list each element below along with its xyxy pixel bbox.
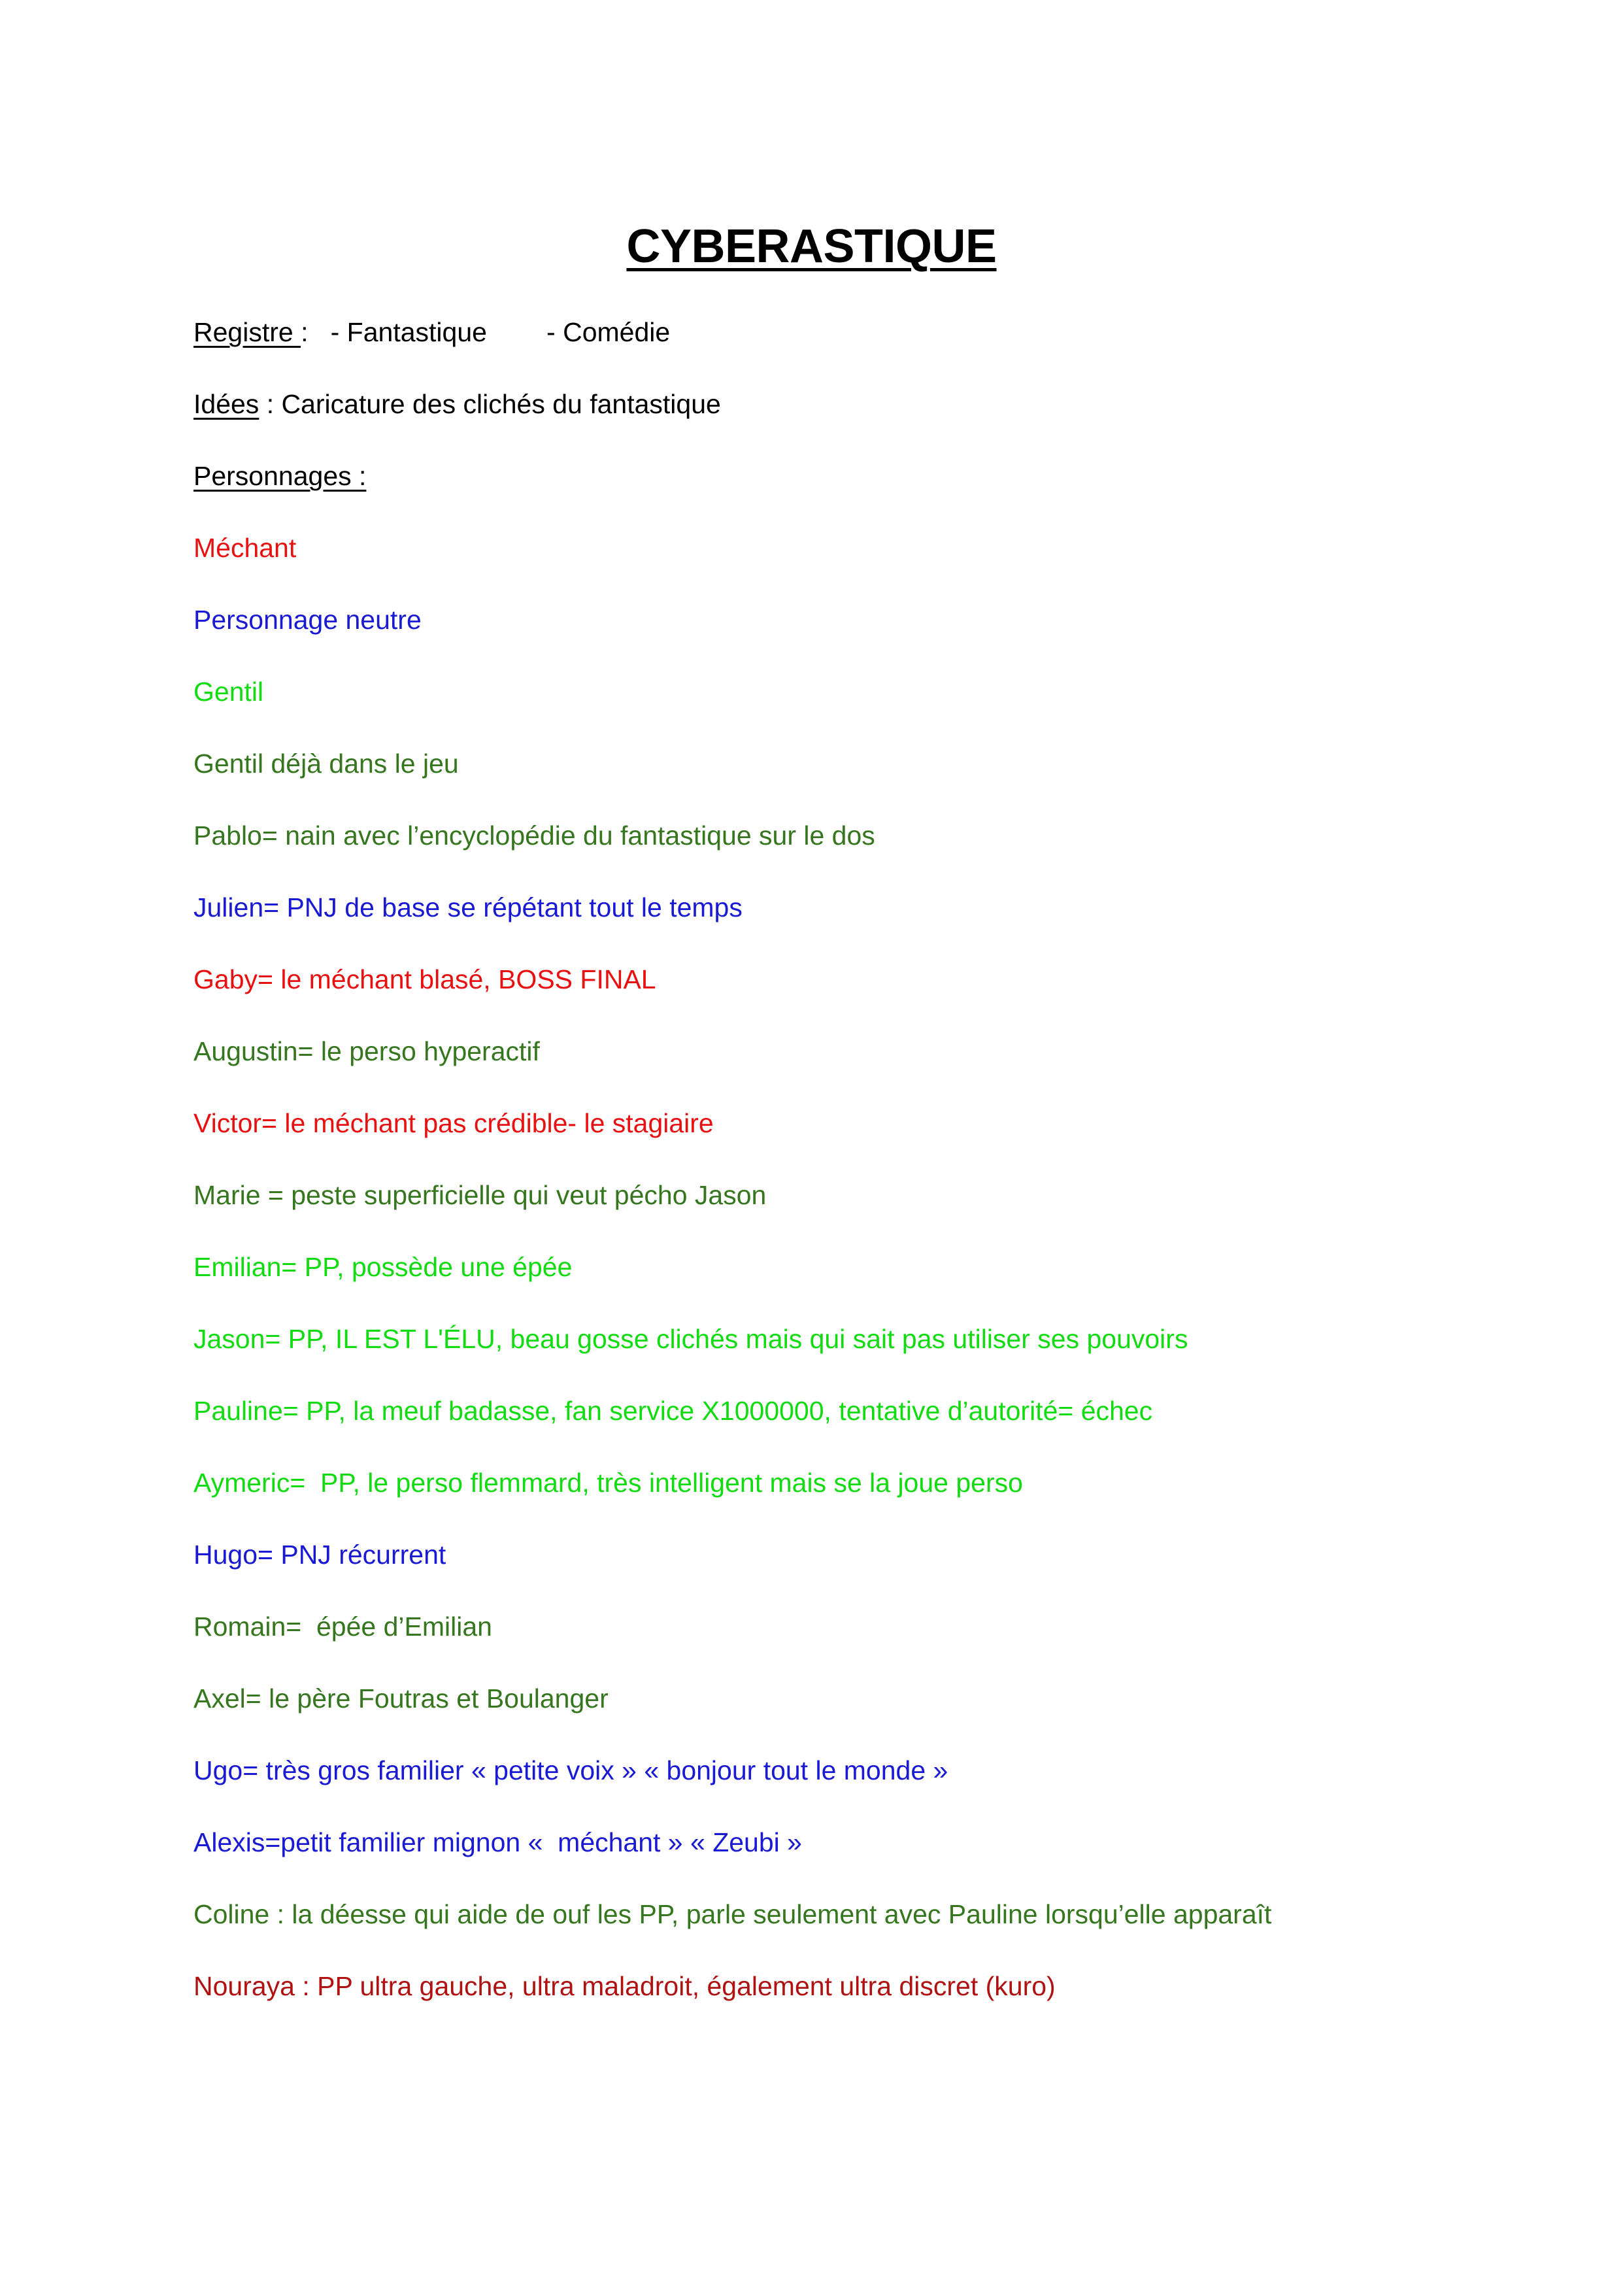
character-text: Romain= épée d’Emilian bbox=[193, 1612, 492, 1642]
legend-label: Personnage neutre bbox=[193, 605, 422, 635]
idees-value: : Caricature des clichés du fantastique bbox=[259, 389, 721, 419]
character-line-gaby bbox=[193, 961, 1501, 1033]
registre-value: : - Fantastique - Comédie bbox=[301, 317, 671, 347]
character-text: Emilian= PP, possède une épée bbox=[193, 1252, 573, 1282]
character-text: Aymeric= PP, le perso flemmard, très intelligent mais se la joue perso bbox=[193, 1468, 1023, 1498]
character-text: Nouraya : PP ultra gauche, ultra maladroit, également ultra discret (kuro) bbox=[193, 1971, 1056, 2001]
line-personnages bbox=[193, 458, 1501, 530]
line-idees bbox=[193, 386, 1501, 458]
legend-label: Gentil bbox=[193, 677, 264, 707]
character-text: Marie = peste superficielle qui veut pécho Jason bbox=[193, 1180, 767, 1210]
character-line-emilian bbox=[193, 1249, 1501, 1321]
character-text: Victor= le méchant pas crédible- le stagiaire bbox=[193, 1108, 714, 1138]
character-text: Hugo= PNJ récurrent bbox=[193, 1540, 446, 1570]
line-registre bbox=[193, 314, 1501, 386]
legend-item-personnage-neutre bbox=[193, 601, 1501, 673]
character-text: Pablo= nain avec l’encyclopédie du fantastique sur le dos bbox=[193, 820, 875, 851]
character-line-aymeric bbox=[193, 1464, 1501, 1536]
character-line-marie bbox=[193, 1177, 1501, 1249]
character-line-axel bbox=[193, 1680, 1501, 1752]
character-line-victor bbox=[193, 1105, 1501, 1177]
character-line-ugo bbox=[193, 1752, 1501, 1824]
personnages-label: Personnages : bbox=[193, 461, 367, 491]
character-line-alexis bbox=[193, 1824, 1501, 1896]
legend-item-mechant bbox=[193, 530, 1501, 601]
character-text: Ugo= très gros familier « petite voix » « bonjour tout le monde » bbox=[193, 1755, 948, 1785]
character-text: Axel= le père Foutras et Boulanger bbox=[193, 1683, 609, 1714]
legend-item-gentil-deja-dans-le-jeu bbox=[193, 745, 1501, 817]
character-text: Pauline= PP, la meuf badasse, fan service X1000000, tentative d’autorité= échec bbox=[193, 1396, 1153, 1426]
page-title bbox=[0, 221, 1623, 273]
character-line-jason bbox=[193, 1321, 1501, 1393]
character-line-augustin bbox=[193, 1033, 1501, 1105]
character-line-romain bbox=[193, 1608, 1501, 1680]
character-line-coline bbox=[193, 1896, 1501, 1968]
character-line-hugo bbox=[193, 1536, 1501, 1608]
legend-label: Méchant bbox=[193, 533, 297, 563]
legend-label: Gentil déjà dans le jeu bbox=[193, 749, 459, 779]
document-body bbox=[193, 314, 1501, 2040]
character-line-julien bbox=[193, 889, 1501, 961]
idees-label: Idées bbox=[193, 389, 259, 419]
character-line-pablo bbox=[193, 817, 1501, 889]
character-line-nouraya bbox=[193, 1968, 1501, 2040]
character-text: Augustin= le perso hyperactif bbox=[193, 1036, 540, 1066]
character-text: Coline : la déesse qui aide de ouf les PP, parle seulement avec Pauline lorsqu’elle apparaît bbox=[193, 1899, 1272, 1929]
character-line-pauline bbox=[193, 1393, 1501, 1464]
character-text: Julien= PNJ de base se répétant tout le temps bbox=[193, 892, 743, 922]
character-text: Jason= PP, IL EST L'ÉLU, beau gosse clichés mais qui sait pas utiliser ses pouvoirs bbox=[193, 1324, 1188, 1354]
registre-label: Registre bbox=[193, 317, 301, 347]
legend-item-gentil bbox=[193, 673, 1501, 745]
character-text: Alexis=petit familier mignon « méchant » « Zeubi » bbox=[193, 1827, 802, 1857]
character-text: Gaby= le méchant blasé, BOSS FINAL bbox=[193, 964, 656, 994]
page-title-text: CYBERASTIQUE bbox=[626, 220, 997, 273]
